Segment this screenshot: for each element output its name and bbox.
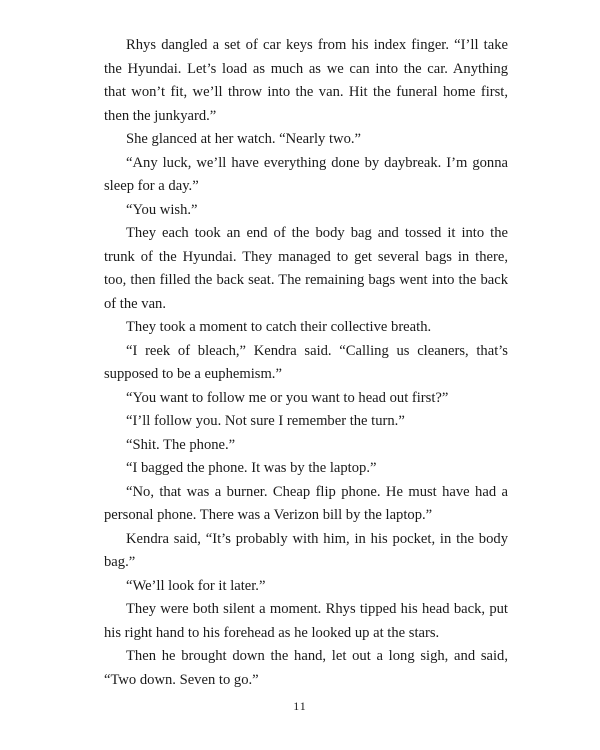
paragraph: They each took an end of the body bag and tossed it into the trunk of the Hyundai. They managed to get several bags in there, too, then filled the back seat. The remaining bags went into the back of the van.: [104, 225, 508, 312]
paragraph: “I bagged the phone. It was by the laptop.”: [126, 460, 377, 476]
paragraph: “Any luck, we’ll have everything done by daybreak. I’m gonna sleep for a day.”: [104, 154, 508, 194]
paragraph: They were both silent a moment. Rhys tipped his head back, put his right hand to his forehead as he looked up at the stars.: [104, 601, 508, 641]
paragraph: Rhys dangled a set of car keys from his index finger. “I’ll take the Hyundai. Let’s load as much as we can into the car. Anything that won’t fit, we’ll throw into the van. Hit the funeral home first, then the junkyard.”: [104, 37, 508, 124]
paragraph: “You wish.”: [126, 201, 198, 218]
paragraph: Kendra said, “It’s probably with him, in his pocket, in the body bag.”: [104, 530, 508, 570]
paragraph: They took a moment to catch their collective breath.: [126, 319, 432, 335]
paragraph: “I reek of bleach,” Kendra said. “Calling us cleaners, that’s supposed to be a euphemism.”: [104, 342, 508, 382]
paragraph: “We’ll look for it later.”: [126, 577, 266, 594]
paragraph: “I’ll follow you. Not sure I remember the turn.”: [126, 413, 405, 429]
paragraph: “You want to follow me or you want to head out first?”: [126, 389, 449, 406]
body-text: [104, 34, 508, 692]
paragraph: Then he brought down the hand, let out a long sigh, and said, “Two down. Seven to go.”: [104, 648, 508, 688]
paragraph: “Shit. The phone.”: [126, 436, 236, 453]
paragraph: “No, that was a burner. Cheap flip phone. He must have had a personal phone. There was a Verizon bill by the laptop.”: [104, 483, 508, 523]
page-number: 11: [293, 699, 307, 713]
paragraph: She glanced at her watch. “Nearly two.”: [126, 131, 362, 147]
